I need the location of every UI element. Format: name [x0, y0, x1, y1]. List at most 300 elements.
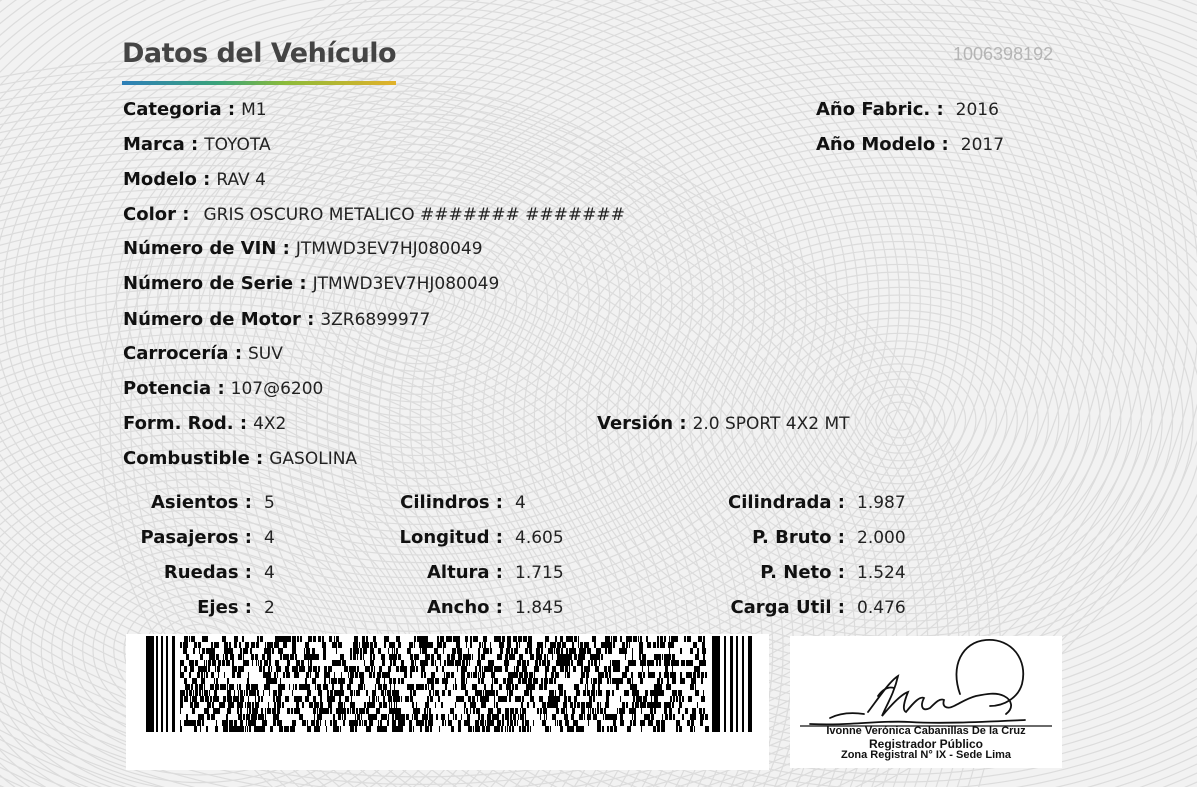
- barcode-module: [366, 690, 368, 696]
- barcode-module: [588, 708, 589, 714]
- barcode-module: [525, 708, 526, 714]
- barcode-module: [602, 726, 604, 732]
- barcode-module: [420, 648, 421, 654]
- barcode-module: [292, 690, 293, 696]
- barcode-module: [388, 666, 391, 672]
- barcode-module: [338, 642, 342, 648]
- barcode-module: [217, 666, 220, 672]
- barcode-module: [252, 660, 253, 666]
- barcode-module: [333, 642, 337, 648]
- barcode-module: [180, 708, 181, 714]
- field-label: Potencia :: [123, 378, 225, 399]
- barcode-module: [334, 636, 335, 642]
- barcode-module: [556, 660, 560, 666]
- spec-label: Ejes :: [197, 597, 252, 618]
- barcode-module: [330, 696, 333, 702]
- barcode-module: [240, 708, 242, 714]
- barcode-module: [703, 654, 705, 660]
- barcode-module: [227, 684, 228, 690]
- barcode-module: [442, 666, 444, 672]
- barcode-module: [361, 678, 364, 684]
- barcode-module: [535, 660, 538, 666]
- barcode-module: [430, 726, 432, 732]
- barcode-module: [448, 714, 449, 720]
- barcode-module: [571, 714, 574, 720]
- barcode-module: [471, 672, 472, 678]
- spec-value: 2: [264, 598, 275, 618]
- barcode-module: [393, 660, 396, 666]
- barcode-module: [579, 714, 583, 720]
- barcode-module: [524, 678, 526, 684]
- barcode-module: [323, 684, 326, 690]
- barcode-module: [250, 648, 252, 654]
- barcode-module: [610, 678, 611, 684]
- barcode-module: [657, 684, 658, 690]
- barcode-module: [285, 696, 289, 702]
- barcode-module: [639, 648, 640, 654]
- spec-value: 1.987: [857, 493, 906, 513]
- barcode-module: [339, 708, 342, 714]
- barcode-module: [431, 696, 432, 702]
- barcode-module: [694, 666, 697, 672]
- barcode-module: [236, 726, 240, 732]
- barcode-module: [282, 636, 286, 642]
- barcode-module: [234, 636, 238, 642]
- barcode-module: [442, 690, 445, 696]
- barcode-module: [230, 684, 234, 690]
- barcode-module: [654, 684, 657, 690]
- barcode-module: [461, 714, 462, 720]
- barcode-module: [180, 702, 183, 708]
- barcode-module: [410, 666, 412, 672]
- barcode-module: [515, 684, 518, 690]
- barcode-module: [305, 678, 307, 684]
- barcode-module: [386, 672, 390, 678]
- barcode-module: [594, 660, 597, 666]
- barcode-module: [612, 660, 616, 666]
- barcode-module: [510, 678, 513, 684]
- barcode-module: [530, 726, 531, 732]
- field-label: Color :: [123, 204, 190, 225]
- barcode-module: [507, 636, 511, 642]
- barcode-module: [294, 696, 295, 702]
- pdf417-barcode: [146, 636, 754, 732]
- barcode-module: [275, 714, 279, 720]
- barcode-module: [428, 684, 429, 690]
- barcode-module: [614, 720, 616, 726]
- barcode-module: [462, 660, 465, 666]
- barcode-module: [431, 684, 434, 690]
- field-label: Form. Rod. :: [123, 413, 248, 434]
- barcode-module: [616, 666, 619, 672]
- barcode-module: [422, 642, 425, 648]
- barcode-module: [372, 690, 376, 696]
- barcode-module: [243, 654, 244, 660]
- barcode-module: [336, 648, 337, 654]
- barcode-module: [624, 690, 628, 696]
- barcode-module: [193, 690, 194, 696]
- barcode-module: [548, 648, 549, 654]
- barcode-module: [296, 660, 300, 666]
- barcode-module: [542, 660, 546, 666]
- barcode-module: [337, 690, 340, 696]
- barcode-module: [514, 648, 518, 654]
- barcode-module: [428, 642, 430, 648]
- spec-value: 5: [264, 493, 275, 513]
- barcode-module: [608, 648, 612, 654]
- barcode-module: [579, 648, 582, 654]
- barcode-module: [632, 678, 633, 684]
- spec-cilindros: [363, 490, 526, 515]
- barcode-module: [469, 660, 470, 666]
- barcode-module: [411, 684, 414, 690]
- barcode-module: [299, 714, 303, 720]
- barcode-module: [258, 726, 261, 732]
- barcode-module: [240, 690, 243, 696]
- barcode-module: [519, 726, 521, 732]
- spec-value: 2.000: [857, 528, 906, 548]
- barcode-module: [305, 642, 308, 648]
- barcode-module: [458, 654, 462, 660]
- barcode-module: [600, 708, 603, 714]
- barcode-module: [364, 660, 365, 666]
- barcode-module: [503, 696, 507, 702]
- barcode-module: [482, 672, 485, 678]
- barcode-module: [208, 666, 210, 672]
- barcode-module: [376, 696, 377, 702]
- barcode-module: [540, 708, 542, 714]
- barcode-module: [400, 666, 404, 672]
- barcode-module: [359, 642, 360, 648]
- barcode-module: [574, 696, 577, 702]
- field-value: JTMWD3EV7HJ080049: [295, 239, 483, 259]
- barcode-module: [200, 654, 203, 660]
- barcode-module: [342, 708, 346, 714]
- barcode-module: [294, 708, 298, 714]
- barcode-module: [435, 702, 436, 708]
- field-value: TOYOTA: [204, 135, 271, 155]
- barcode-module: [207, 714, 209, 720]
- barcode-module: [494, 666, 498, 672]
- barcode-module: [412, 666, 415, 672]
- barcode-module: [429, 690, 431, 696]
- field-label: Número de Serie :: [123, 273, 307, 294]
- barcode-module: [199, 690, 201, 696]
- barcode-module: [601, 654, 603, 660]
- barcode-module: [304, 654, 307, 660]
- barcode-module: [290, 726, 292, 732]
- barcode-module: [368, 714, 372, 720]
- barcode-module: [277, 672, 278, 678]
- spec-label: Longitud :: [399, 527, 503, 548]
- barcode-module: [504, 660, 508, 666]
- barcode-module: [247, 684, 250, 690]
- barcode-module: [330, 690, 333, 696]
- barcode-module: [334, 672, 335, 678]
- barcode-module: [245, 702, 246, 708]
- barcode-module: [633, 696, 635, 702]
- barcode-module: [481, 702, 485, 708]
- barcode-module: [335, 726, 339, 732]
- barcode-module: [640, 648, 643, 654]
- barcode-module: [533, 702, 535, 708]
- barcode-module: [200, 726, 201, 732]
- barcode-module: [211, 684, 214, 690]
- barcode-module: [523, 636, 527, 642]
- barcode-module: [464, 702, 466, 708]
- barcode-module: [396, 648, 397, 654]
- barcode-module: [459, 696, 461, 702]
- barcode-module: [661, 678, 663, 684]
- barcode-module: [585, 684, 586, 690]
- barcode-module: [605, 702, 609, 708]
- barcode-module: [392, 714, 394, 720]
- barcode-module: [218, 660, 221, 666]
- spec-pasajeros: [120, 525, 275, 550]
- barcode-module: [588, 660, 590, 666]
- barcode-module: [246, 720, 247, 726]
- barcode-module: [396, 690, 399, 696]
- barcode-module: [398, 696, 399, 702]
- barcode-module: [359, 708, 361, 714]
- barcode-module: [316, 720, 319, 726]
- barcode-module: [546, 684, 547, 690]
- barcode-module: [203, 696, 204, 702]
- barcode-module: [359, 720, 361, 726]
- barcode-module: [264, 684, 268, 690]
- barcode-module: [672, 678, 676, 684]
- barcode-module: [275, 660, 279, 666]
- barcode-module: [254, 726, 258, 732]
- barcode-module: [350, 708, 351, 714]
- barcode-module: [313, 708, 316, 714]
- barcode-module: [455, 702, 456, 708]
- barcode-module: [551, 672, 554, 678]
- barcode-module: [349, 720, 353, 726]
- barcode-module: [307, 726, 308, 732]
- barcode-module: [328, 666, 332, 672]
- barcode-module: [416, 702, 417, 708]
- barcode-module: [691, 678, 695, 684]
- barcode-module: [605, 636, 608, 642]
- barcode-module: [626, 636, 630, 642]
- barcode-module: [246, 714, 250, 720]
- barcode-module: [390, 678, 392, 684]
- barcode-module: [264, 660, 268, 666]
- barcode-module: [290, 636, 291, 642]
- barcode-module: [254, 714, 257, 720]
- barcode-module: [482, 642, 483, 648]
- barcode-module: [638, 696, 642, 702]
- barcode-module: [439, 642, 442, 648]
- barcode-module: [464, 666, 467, 672]
- barcode-module: [348, 672, 349, 678]
- barcode-module: [399, 714, 401, 720]
- barcode-module: [211, 642, 213, 648]
- barcode-module: [700, 714, 703, 720]
- barcode-module: [578, 636, 579, 642]
- barcode-module: [663, 642, 664, 648]
- barcode-module: [294, 672, 296, 678]
- barcode-module: [485, 720, 486, 726]
- barcode-module: [533, 678, 537, 684]
- barcode-module: [327, 696, 330, 702]
- barcode-module: [320, 690, 322, 696]
- barcode-module: [265, 708, 266, 714]
- barcode-module: [286, 672, 290, 678]
- barcode-module: [659, 702, 661, 708]
- barcode-module: [359, 684, 363, 690]
- barcode-module: [636, 696, 638, 702]
- barcode-module: [256, 642, 257, 648]
- barcode-module: [252, 654, 254, 660]
- barcode-module: [697, 672, 700, 678]
- barcode-module: [464, 708, 465, 714]
- barcode-module: [426, 714, 428, 720]
- barcode-module: [212, 702, 214, 708]
- barcode-module: [283, 642, 287, 648]
- barcode-module: [597, 702, 599, 708]
- barcode-module: [186, 714, 188, 720]
- barcode-module: [245, 726, 246, 732]
- barcode-module: [545, 726, 549, 732]
- barcode-module: [690, 672, 692, 678]
- barcode-module: [640, 660, 642, 666]
- barcode-module: [456, 696, 457, 702]
- barcode-module: [368, 666, 370, 672]
- spec-cilindrada: [690, 490, 906, 515]
- barcode-module: [576, 726, 578, 732]
- barcode-module: [702, 648, 706, 654]
- barcode-module: [365, 642, 369, 648]
- barcode-module: [180, 672, 184, 678]
- barcode-module: [632, 714, 633, 720]
- barcode-module: [369, 726, 371, 732]
- barcode-module: [509, 690, 513, 696]
- barcode-module: [625, 666, 629, 672]
- barcode-module: [481, 678, 484, 684]
- barcode-module: [461, 672, 465, 678]
- barcode-module: [507, 720, 508, 726]
- barcode-module: [318, 666, 320, 672]
- barcode-module: [383, 690, 384, 696]
- barcode-module: [333, 726, 335, 732]
- barcode-module: [604, 666, 607, 672]
- barcode-module: [572, 642, 574, 648]
- signature-stroke: [956, 640, 1023, 706]
- barcode-module: [186, 678, 187, 684]
- barcode-module: [252, 708, 256, 714]
- barcode-module: [573, 666, 576, 672]
- barcode-module: [391, 702, 392, 708]
- field-value: GRIS OSCURO METALICO ####### #######: [203, 205, 625, 225]
- barcode-module: [564, 654, 568, 660]
- barcode-module: [671, 660, 675, 666]
- barcode-module: [675, 672, 676, 678]
- barcode-module: [599, 690, 602, 696]
- barcode-module: [583, 690, 584, 696]
- barcode-module: [238, 654, 242, 660]
- barcode-module: [370, 654, 372, 660]
- barcode-module: [460, 648, 462, 654]
- barcode-module: [194, 702, 196, 708]
- barcode-module: [672, 702, 673, 708]
- field-value: 107@6200: [230, 379, 324, 399]
- barcode-module: [195, 690, 198, 696]
- barcode-module: [317, 684, 321, 690]
- barcode-module: [326, 684, 328, 690]
- barcode-module: [516, 642, 518, 648]
- barcode-module: [229, 726, 232, 732]
- barcode-module: [578, 654, 582, 660]
- barcode-module: [353, 642, 355, 648]
- barcode-module: [384, 672, 386, 678]
- barcode-module: [443, 648, 444, 654]
- barcode-module: [654, 690, 657, 696]
- barcode-module: [180, 696, 183, 702]
- barcode-module: [675, 636, 678, 642]
- barcode-module: [491, 666, 493, 672]
- barcode-module: [223, 726, 226, 732]
- barcode-module: [690, 648, 693, 654]
- barcode-module: [362, 642, 365, 648]
- barcode-module: [657, 678, 660, 684]
- barcode-module: [257, 690, 259, 696]
- barcode-module: [463, 654, 467, 660]
- barcode-module: [599, 672, 602, 678]
- barcode-module: [274, 672, 276, 678]
- barcode-module: [389, 702, 390, 708]
- barcode-module: [424, 708, 426, 714]
- barcode-module: [246, 684, 247, 690]
- barcode-module: [274, 642, 277, 648]
- barcode-module: [690, 660, 693, 666]
- barcode-module: [321, 702, 323, 708]
- barcode-module: [287, 660, 289, 666]
- barcode-module: [224, 642, 228, 648]
- barcode-module: [184, 690, 185, 696]
- spec-value: 1.715: [515, 563, 564, 583]
- barcode-module: [571, 726, 572, 732]
- barcode-module: [399, 696, 400, 702]
- barcode-module: [355, 672, 358, 678]
- barcode-module: [453, 636, 456, 642]
- barcode-module: [424, 672, 426, 678]
- barcode-module: [598, 708, 599, 714]
- barcode-module: [427, 678, 428, 684]
- barcode-module: [669, 714, 672, 720]
- barcode-module: [657, 726, 660, 732]
- barcode-module: [374, 666, 375, 672]
- field-potencia: [123, 377, 323, 401]
- barcode-module: [184, 636, 188, 642]
- barcode-module: [189, 690, 192, 696]
- barcode-module: [261, 726, 265, 732]
- barcode-module: [623, 672, 627, 678]
- barcode-module: [564, 714, 568, 720]
- barcode-module: [547, 702, 551, 708]
- barcode-module: [280, 654, 282, 660]
- barcode-module: [500, 648, 503, 654]
- barcode-module: [334, 678, 337, 684]
- barcode-module: [445, 720, 446, 726]
- field-color: [123, 203, 625, 227]
- barcode-module: [597, 726, 601, 732]
- field-value: M1: [241, 100, 267, 120]
- barcode-module: [336, 636, 339, 642]
- barcode-module: [507, 642, 511, 648]
- barcode-module: [166, 636, 168, 732]
